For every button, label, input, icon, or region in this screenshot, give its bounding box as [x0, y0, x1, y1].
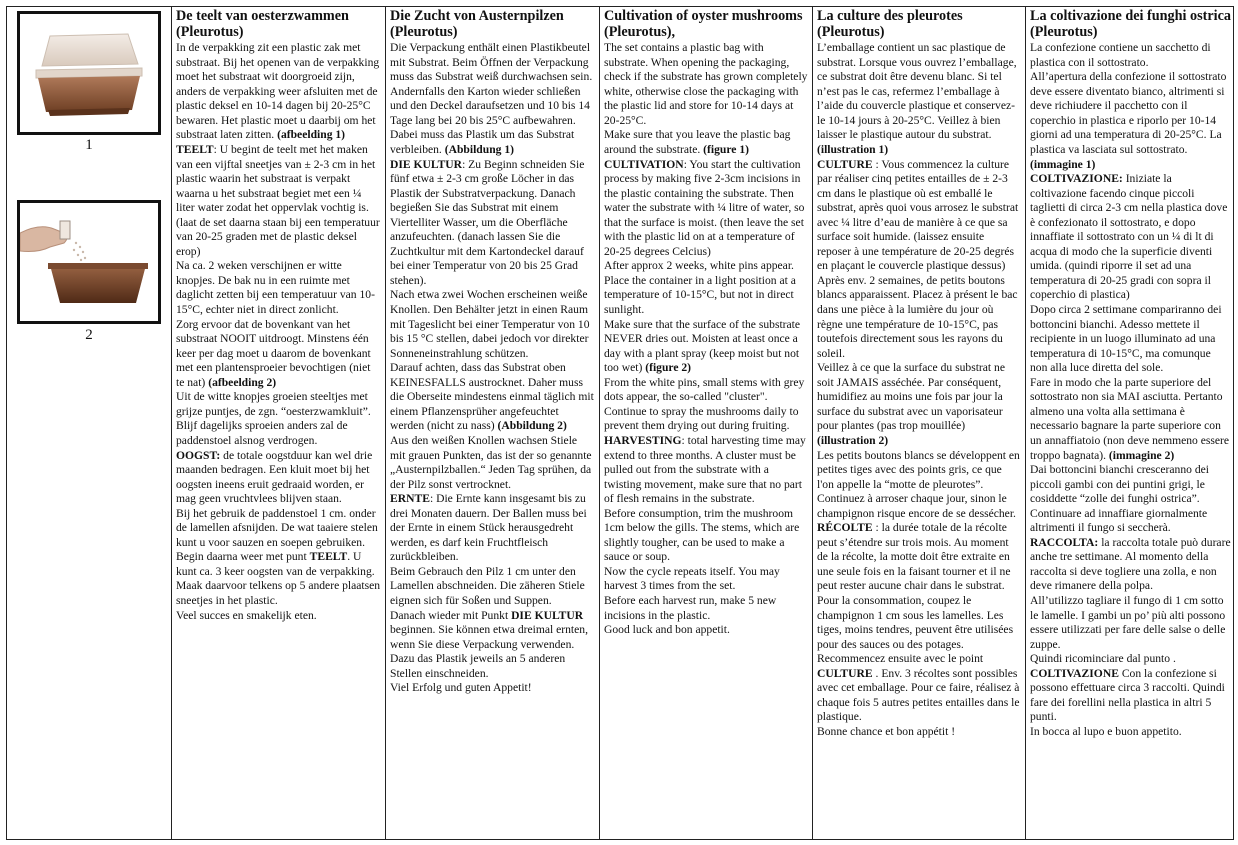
- figures-column: [7, 7, 171, 839]
- bold-text: (Abbildung 1): [444, 143, 515, 157]
- text-run: Make sure that you leave the plastic bag around the substrate.: [604, 128, 791, 157]
- column-title: La coltivazione dei funghi ostrica (Pleurotus): [1030, 8, 1231, 40]
- text-run: Viel Erfolg und guten Appetit!: [390, 681, 532, 695]
- bold-text: HARVESTING: [604, 433, 682, 447]
- paragraph: [176, 318, 381, 391]
- paragraph: [1030, 652, 1231, 667]
- paragraph: [1030, 667, 1231, 725]
- text-run: Before each harvest run, make 5 new incisions in the plastic.: [604, 593, 777, 622]
- paragraph: [817, 652, 1021, 725]
- text-run: . Env. 3 récoltes sont possibles avec cet emballage. Pour ce faire, réalisez à chaque fois 5 autres petites entailles dans le plastique.: [817, 666, 1020, 724]
- paragraph: [390, 288, 595, 361]
- column-italian: [1025, 7, 1235, 839]
- text-run: la raccolta totale può durare anche tre settimane. Al momento della raccolta si deve togliere una zolla, e non deve rimanere della polpa.: [1030, 535, 1231, 593]
- paragraph: [176, 143, 381, 259]
- text-run: Before consumption, trim the mushroom 1cm below the gills. The stems, which are slightly tougher, can be used to make a sauce or soup.: [604, 506, 800, 564]
- text-run: Iniziate la coltivazione facendo cinque piccoli taglietti di circa 2-3 cm nella plastica dove è confezionato il sottostrato, e dopo innaffiate il sottostrato con un ¼ di lt di acqua di modo che la superficie diventi umida. (quindi riporre il set ad una temperatura di 20-25 gradi con sopra il coperchio di plastica): [1030, 172, 1228, 302]
- text-run: Na ca. 2 weken verschijnen er witte knopjes. De bak nu in een ruimte met daglicht zetten bij een temperatuur van 10-15°C, echter niet in direct zonlicht.: [176, 259, 375, 317]
- paragraph: [390, 565, 595, 609]
- text-run: : U begint de teelt met het maken van een vijftal sneetjes van ± 2-3 cm in het plastic waarin het substraat is verpakt waarna u het substraat begiet met een ¼ liter water zodat het oppervlak vochtig is. (laat de set daarna staan bij een temperatuur van 20-25 graden met de plastic deksel erop): [176, 143, 380, 258]
- bold-text: TEELT: [176, 143, 214, 157]
- bold-text: CULTURE: [817, 157, 873, 171]
- text-run: Die Verpackung enthält einen Plastikbeutel mit Substrat. Beim Öffnen der Verpackung muss das Substrat weiß durchwachsen sein. Andernfalls den Karton wieder schließen und den Deckel daraufsetzen und 10 bis 14 Tage lang bei 20 bis 25°C aufbewahren. Dabei muss das Plastik um das Substrat verbleiben.: [390, 41, 593, 157]
- paragraph: [390, 434, 595, 492]
- text-run: beginnen. Sie können etwa dreimal ernten, wenn Sie diese Verpackung verwenden. Dazu das Plastik jeweils an 5 anderen Stellen einschneiden.: [390, 623, 588, 680]
- bold-text: (afbeelding 2): [208, 375, 277, 389]
- text-run: Make sure that the surface of the substrate NEVER dries out. Moisten at least once a day with a plant spray (keep moist but not too wet): [604, 317, 801, 375]
- text-run: de totale oogstduur kan wel drie maanden bedragen. Een kluit moet bij het oogsten ineens eruit gedraaid worden, er mag geen vruchtvlees blijven staan.: [176, 448, 373, 506]
- paragraph: [604, 158, 808, 260]
- paragraph: [817, 274, 1021, 361]
- text-run: Après env. 2 semaines, de petits boutons blancs apparaissent. Placez à présent le bac dans une pièce à la lumière du jour où règne une température de 10-15°C, pas toutefois directement sous les rayons du soleil.: [817, 273, 1018, 360]
- instruction-sheet: [6, 6, 1234, 840]
- paragraph: [1030, 172, 1231, 303]
- paragraph: [176, 41, 381, 143]
- text-run: The set contains a plastic bag with substrate. When opening the packaging, check if the substrate has grown completely white, otherwise close the packaging with the plastic lid and store for 10-14 days at 20-25°C.: [604, 41, 808, 127]
- text-run: Bij het gebruik de paddenstoel 1 cm. onder de lamellen afsnijden. De wat taaiere stelen kunt u voor sauzen en soepen gebruiken.: [176, 506, 378, 549]
- text-run: . U kunt ca. 3 keer oogsten van de verpakking. Maak daarvoor telkens op 5 andere plaatsen sneetjes in het plastic.: [176, 550, 381, 607]
- bold-text: CULTIVATION: [604, 157, 684, 171]
- paragraph: [817, 449, 1021, 522]
- bold-text: CULTURE: [817, 666, 873, 680]
- text-run: : Zu Beginn schneiden Sie fünf etwa ± 2-3 cm große Löcher in das Plastik der Substratverpackung. Danach begießen Sie das Substrat mit einem Viertelliter Wasser, um die Oberfläche anzufeuchten. (danach lassen Sie die Zuchtkultur mit dem Kartondeckel darauf bei einer Temperatur von 20 bis 25 Grad stehen).: [390, 157, 585, 287]
- paragraph: [817, 725, 1021, 740]
- text-run: Con la confezione si possono effettuare circa 3 raccolti. Quindi fare dei forellini nella plastica in altri 5 punti.: [1030, 666, 1225, 724]
- bold-text: ERNTE: [390, 492, 430, 506]
- paragraph: [176, 550, 381, 608]
- paragraph: [1030, 376, 1231, 463]
- bold-text: DIE KULTUR: [511, 608, 584, 622]
- text-run: : Vous commencez la culture par réaliser cinq petites entailles de ± 2-3 cm dans le plastique où est emballé le substrat, après quoi vous arrosez le substrat avec ¼ litre d’eau de manière à ce que sa surface soit humide. (laissez ensuite reposer à une température de 20-25 degrés en plaçant le couvercle plastique dessus): [817, 157, 1019, 273]
- paragraph: [390, 492, 595, 565]
- column-body: [604, 41, 808, 637]
- column-body: [176, 41, 381, 623]
- text-run: Les petits boutons blancs se développent en petites tiges avec des points gris, ce que l'on appelle la “motte de pleurotes”. Continuez à arroser chaque jour, sinon le champignon risque encore de se dessécher.: [817, 448, 1020, 520]
- text-run: After approx 2 weeks, white pins appear. Place the container in a light position at a temperature of 10-15°C, but not in direct sunlight.: [604, 259, 796, 317]
- text-run: Begin daarna weer met punt: [176, 550, 310, 564]
- paragraph: [604, 318, 808, 376]
- paragraph: [1030, 303, 1231, 376]
- column-title: De teelt van oesterzwammen (Pleurotus): [176, 8, 349, 40]
- text-run: Veel succes en smakelijk eten.: [176, 608, 317, 622]
- text-run: Beim Gebrauch den Pilz 1 cm unter den Lamellen abschneiden. Die zäheren Stiele eignen sich für Soßen und Suppen.: [390, 564, 585, 607]
- bold-text: TEELT: [309, 550, 348, 564]
- text-run: In de verpakking zit een plastic zak met substraat. Bij het openen van de verpakking moet het substraat wit doorgroeid zijn, anders de verpakking weer afsluiten met de plastic deksel en 10-14 dagen bij 20-25°C bewaren. Het plastic moet u daarbij om het substraat laten zitten.: [176, 41, 380, 142]
- text-run: : You start the cultivation process by making five 2-3cm incisions in the plastic containing the substrate. Then water the substrate with ¼ litre of water, so that the surface is moist. (then leave the set with the plastic lid on at a temperature of 20-25 degrees Celcius): [604, 157, 805, 258]
- text-run: Darauf achten, dass das Substrat oben KEINESFALLS austrocknet. Daher muss die Oberseite mindestens einmal täglich mit einem Pflanzensprüher angefeuchtet werden (nicht zu nass): [390, 361, 594, 433]
- column-title: Cultivation of oyster mushrooms (Pleurotus),: [604, 8, 803, 40]
- paragraph: [604, 594, 808, 623]
- text-run: In bocca al lupo e buon appetito.: [1030, 724, 1182, 738]
- bold-text: (afbeelding 1): [277, 128, 346, 142]
- column-french: [812, 7, 1025, 839]
- text-run: Bonne chance et bon appétit !: [817, 724, 956, 738]
- column-english: [599, 7, 812, 839]
- bold-text: (figure 2): [645, 361, 692, 375]
- column-body: [390, 41, 595, 696]
- column-german: [385, 7, 599, 839]
- paragraph: [817, 158, 1021, 274]
- text-run: Veillez à ce que la surface du substrat ne soit JAMAIS asséchée. Par conséquent, humidifiez au moins une fois par jour la surface du substrat avec un vaporisateur pour plantes (pas trop mouillée): [817, 361, 1005, 433]
- bold-text: RÉCOLTE: [817, 521, 873, 535]
- text-run: : la durée totale de la récolte peut s’étendre sur trois mois. Au moment de la récolte, la motte doit être extraite en une seule fois en la faisant tourner et il ne peut rester aucune chair dans le substrat.: [817, 521, 1011, 593]
- paragraph: [1030, 536, 1231, 594]
- text-run: : Die Ernte kann insgesamt bis zu drei Monaten dauern. Der Ballen muss bei der Ernte in einem Stück herausgedreht werden, es darf kein Fruchtfleisch zurückbleiben.: [390, 492, 587, 564]
- paragraph: [390, 681, 595, 696]
- paragraph: [176, 507, 381, 551]
- text-run: Fare in modo che la parte superiore del sottostrato non sia MAI asciutta. Pertanto almeno una volta alla settimana è necessario bagnare la parte superiore con un annaffiatoio (non deve nemmeno essere troppo bagnata).: [1030, 375, 1230, 462]
- text-run: Danach wieder mit Punkt: [390, 608, 512, 622]
- paragraph: [817, 41, 1021, 157]
- bold-text: (illustration 1): [817, 143, 889, 157]
- paragraph: [1030, 463, 1231, 536]
- paragraph: [390, 361, 595, 434]
- column-dutch: [171, 7, 385, 839]
- paragraph: [390, 41, 595, 157]
- figure-2-number: 2: [85, 327, 93, 343]
- text-run: Aus den weißen Knollen wachsen Stiele mit grauen Punkten, das ist der so genannte „Austernpilzballen.“ Jeden Tag sprühen, da der Pilz sonst vertrocknet.: [390, 433, 592, 491]
- bold-text: DIE KULTUR: [390, 157, 463, 171]
- paragraph: [176, 449, 381, 507]
- text-run: All’utilizzo tagliare il fungo di 1 cm sotto le lamelle. I gambi un po’ più alti possono essere utilizzati per fare delle salse o delle zuppe.: [1030, 593, 1226, 651]
- paragraph: [817, 521, 1021, 594]
- text-run: From the white pins, small stems with grey dots appear, the so-called "cluster". Continue to spray the mushrooms daily to prevent them drying out during fruiting.: [604, 375, 805, 433]
- paragraph: [1030, 41, 1231, 70]
- paragraph: [604, 376, 808, 434]
- text-run: Uit de witte knopjes groeien steeltjes met grijze puntjes, de zgn. “oesterzwamkluit”. Blijf dagelijks sproeien anders zal de paddenstoel alsnog verdrogen.: [176, 390, 371, 447]
- paragraph: [604, 507, 808, 565]
- text-run: All’apertura della confezione il sottostrato deve essere diventato bianco, altrimenti si deve richiudere il pacchetto con il coperchio in plastica e riporlo per 10-14 giorni ad una temperatura di 20-25°C. La plastica va lasciata sul sottostrato.: [1030, 70, 1227, 157]
- bold-text: OOGST:: [176, 448, 221, 462]
- column-title: La culture des pleurotes (Pleurotus): [817, 8, 963, 40]
- paragraph: [176, 259, 381, 317]
- paragraph: [1030, 594, 1231, 652]
- paragraph: [176, 609, 381, 624]
- container-with-lid-icon: [20, 14, 158, 132]
- text-run: Zorg ervoor dat de bovenkant van het substraat NOOIT uitdroogt. Minstens één keer per dag moet u daarom de bovenkant met een plantensproeier bevochtigen (niet te nat): [176, 317, 371, 389]
- column-title: Die Zucht von Austernpilzen (Pleurotus): [390, 8, 564, 40]
- bold-text: (illustration 2): [817, 433, 889, 447]
- text-run: Pour la consommation, coupez le champignon 1 cm sous les lamelles. Les tiges, moins tendres, peuvent être utilisées pour des sauces ou des potages.: [817, 593, 1014, 651]
- bold-text: COLTIVAZIONE: [1030, 666, 1119, 680]
- figure-2: [17, 200, 161, 324]
- text-run: Nach etwa zwei Wochen erscheinen weiße Knollen. Den Behälter jetzt in einen Raum mit Tageslicht bei einer Temperatur von 10 bis 15 °C stellen, dabei jedoch vor direkter Sonneneinstrahlung schützen.: [390, 288, 590, 360]
- text-run: Now the cycle repeats itself. You may harvest 3 times from the set.: [604, 564, 780, 593]
- text-run: : total harvesting time may extend to three months. A cluster must be pulled out from the substrate with a twisting movement, make sure that no part of flesh remains in the substrate.: [604, 433, 806, 506]
- column-body: [1030, 41, 1231, 739]
- text-run: Quindi ricominciare dal punto .: [1030, 652, 1176, 666]
- paragraph: [390, 158, 595, 289]
- paragraph: [817, 594, 1021, 652]
- figure-1-number: 1: [85, 137, 93, 153]
- text-run: Dopo circa 2 settimane compariranno dei bottoncini bianchi. Adesso mettete il recipiente in un luogo illuminato ad una temperatura di 10-15°C, ma comunque non alla luce diretta del sole.: [1030, 303, 1222, 375]
- text-run: Good luck and bon appetit.: [604, 623, 730, 637]
- bold-text: (Abbildung 2): [497, 419, 567, 433]
- text-run: Dai bottoncini bianchi cresceranno dei piccoli gambi con dei puntini grigi, le cosiddette “zolle dei funghi ostrica”. Continuare ad innaffiare giornalmente altrimenti il fungo si seccherà.: [1030, 463, 1209, 535]
- paragraph: [604, 434, 808, 507]
- hand-spraying-container-icon: [20, 203, 158, 321]
- figure-1: [17, 11, 161, 135]
- text-run: L’emballage contient un sac plastique de substrat. Lorsque vous ouvrez l’emballage, ce substrat doit être devenu blanc. Si tel n’est pas le cas, refermez l’emballage à l’aide du couvercle plastique et conservez-le 10-14 jours à 20-25°C. Veillez à bien laisser le plastique autour du substrat.: [817, 41, 1017, 142]
- paragraph: [604, 623, 808, 638]
- bold-text: (immagine 2): [1108, 448, 1175, 462]
- paragraph: [1030, 70, 1231, 172]
- paragraph: [604, 259, 808, 317]
- bold-text: COLTIVAZIONE:: [1030, 172, 1123, 186]
- bold-text: (immagine 1): [1030, 157, 1096, 171]
- paragraph: [390, 609, 595, 682]
- column-body: [817, 41, 1021, 739]
- paragraph: [176, 390, 381, 448]
- bold-text: (figure 1): [703, 143, 749, 157]
- text-run: La confezione contiene un sacchetto di plastica con il sottostrato.: [1030, 41, 1211, 69]
- text-run: Recommencez ensuite avec le point: [817, 652, 984, 666]
- paragraph: [817, 361, 1021, 448]
- paragraph: [604, 128, 808, 157]
- paragraph: [604, 41, 808, 128]
- paragraph: [1030, 725, 1231, 740]
- bold-text: RACCOLTA:: [1030, 535, 1099, 549]
- paragraph: [604, 565, 808, 594]
